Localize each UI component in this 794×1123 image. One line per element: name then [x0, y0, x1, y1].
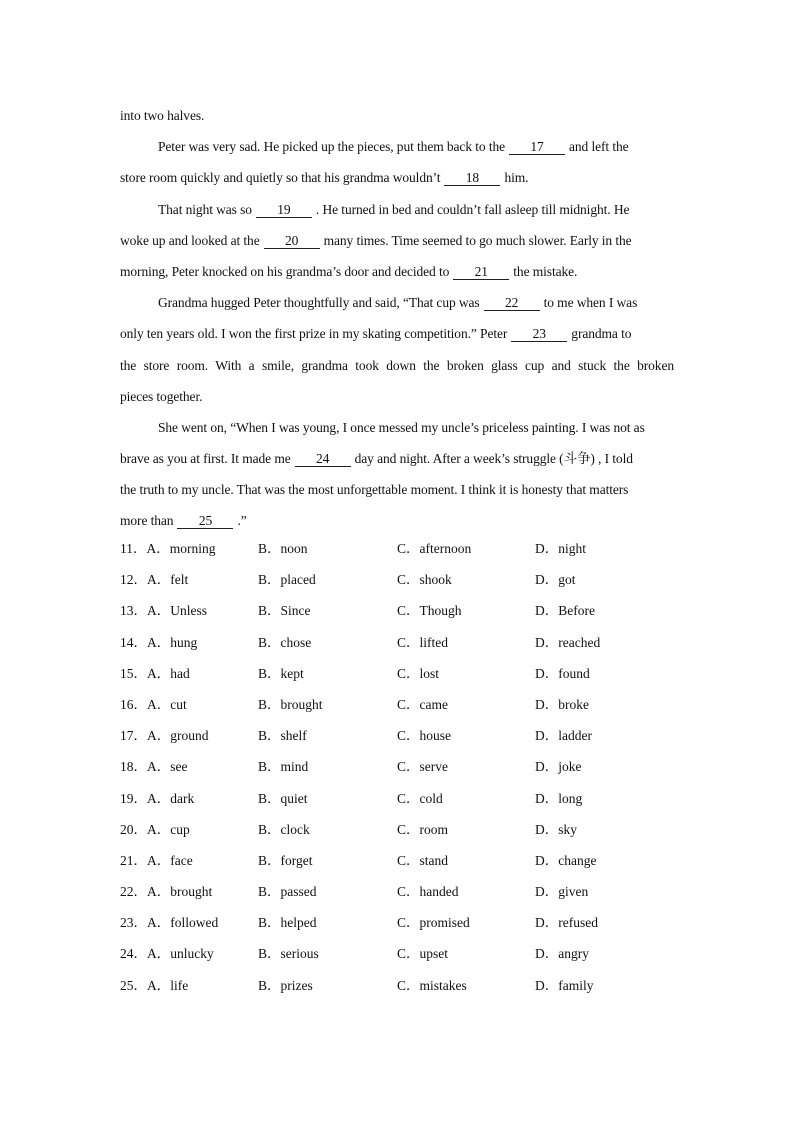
passage-text: pieces together. [120, 388, 203, 404]
passage-text: woke up and looked at the [120, 232, 260, 248]
blank-22: 22 [484, 296, 540, 311]
option-a-text[interactable]: A．ground [147, 728, 209, 744]
option-a[interactable] [120, 783, 194, 814]
passage-text: the truth to my uncle. That was the most unforgettable moment. I think it is honesty that matters [120, 482, 629, 498]
question-row [120, 876, 720, 907]
passage-line [120, 412, 674, 443]
passage-text: the mistake. [513, 263, 578, 279]
option-a[interactable] [120, 658, 190, 689]
option-d[interactable]: D．sky [535, 821, 578, 837]
option-d[interactable]: D．joke [535, 759, 582, 775]
option-b[interactable]: B．passed [258, 884, 317, 900]
option-a-text[interactable]: A．face [147, 852, 193, 868]
option-d[interactable]: D．ladder [535, 728, 592, 744]
question-number: 17． [120, 728, 147, 744]
option-a-text[interactable]: A．see [147, 759, 188, 775]
passage-text: That night was so [158, 201, 252, 217]
passage-text: . He turned in bed and couldn’t fall asleep till midnight. He [315, 201, 630, 217]
question-number: 20． [120, 821, 147, 837]
option-c[interactable]: C．house [397, 728, 451, 744]
option-b[interactable]: B．helped [258, 915, 317, 931]
blank-18: 18 [444, 171, 500, 186]
question-number: 23． [120, 915, 147, 931]
passage-line [120, 318, 674, 349]
question-number: 13． [120, 603, 147, 619]
option-b[interactable]: B．chose [258, 634, 312, 650]
passage-line [120, 350, 674, 381]
option-a-text[interactable]: A．morning [146, 541, 216, 556]
option-b[interactable]: B．serious [258, 946, 319, 962]
option-a-text[interactable]: A．followed [147, 915, 219, 931]
question-number: 19． [120, 790, 147, 806]
question-row [120, 658, 720, 689]
passage-text: only ten years old. I won the first prize in my skating competition.” Peter [120, 326, 508, 342]
passage-line [120, 443, 674, 474]
option-b[interactable]: B．brought [258, 696, 323, 712]
option-c[interactable]: C．promised [397, 915, 470, 931]
option-a[interactable] [120, 970, 188, 1001]
passage-line [120, 194, 674, 225]
option-c[interactable]: C．upset [397, 946, 449, 962]
option-a-text[interactable]: A．cup [147, 821, 190, 837]
option-a[interactable] [120, 533, 216, 564]
question-row [120, 845, 720, 876]
passage-line [120, 381, 674, 412]
option-d[interactable]: D．family [535, 977, 594, 993]
option-a[interactable] [120, 627, 197, 658]
question-row [120, 938, 720, 969]
option-b[interactable]: B．Since [258, 603, 311, 619]
option-c[interactable]: C．Though [397, 603, 462, 619]
options-list [120, 533, 720, 1001]
option-d[interactable]: D．found [535, 665, 590, 681]
question-number: 11． [120, 541, 147, 556]
passage-line [120, 287, 674, 318]
passage-text: him. [504, 170, 529, 186]
question-row [120, 970, 720, 1001]
passage-text: day and night. After a week’s struggle (斗争) , I told [354, 451, 633, 467]
question-number: 24． [120, 946, 147, 962]
option-c[interactable]: C．room [397, 821, 449, 837]
option-d[interactable]: D．refused [535, 915, 598, 931]
passage-line [120, 474, 674, 505]
passage-text: She went on, “When I was young, I once messed my uncle’s priceless painting. I was not as [158, 419, 645, 435]
option-a[interactable] [120, 907, 218, 938]
question-number: 15． [120, 665, 147, 681]
passage-line [120, 100, 674, 131]
option-b[interactable]: B．mind [258, 759, 309, 775]
option-d[interactable]: D．got [535, 572, 576, 588]
passage-line [120, 225, 674, 256]
passage-text: to me when I was [543, 295, 638, 311]
passage-line [120, 256, 674, 287]
question-number: 12． [120, 572, 147, 588]
option-a[interactable] [120, 595, 207, 626]
option-b[interactable]: B．placed [258, 572, 316, 588]
blank-19: 19 [256, 203, 312, 218]
passage-text: .” [237, 513, 247, 529]
passage-line [120, 131, 674, 162]
question-number: 16． [120, 696, 147, 712]
option-d[interactable]: D．long [535, 790, 583, 806]
question-row [120, 907, 720, 938]
option-a-text[interactable]: A．life [147, 977, 189, 993]
question-row [120, 689, 720, 720]
option-c[interactable]: C．came [397, 696, 448, 712]
option-c[interactable]: C．lost [397, 665, 440, 681]
option-d[interactable]: D．Before [535, 603, 595, 619]
option-b[interactable]: B．forget [258, 852, 313, 868]
passage-text: grandma to [571, 326, 632, 342]
option-b[interactable]: B．shelf [258, 728, 307, 744]
question-number: 22． [120, 884, 147, 900]
passage-text: more than [120, 513, 174, 529]
blank-24: 24 [295, 452, 351, 467]
passage-text: many times. Time seemed to go much slower. Early in the [323, 232, 632, 248]
passage-text: and left the [569, 139, 629, 155]
option-d[interactable]: D．change [535, 852, 597, 868]
option-a-text[interactable]: A．hung [147, 634, 198, 650]
option-a-text[interactable]: A．brought [147, 884, 213, 900]
option-c[interactable]: C．handed [397, 884, 459, 900]
option-a[interactable] [120, 876, 212, 907]
option-c[interactable]: C．cold [397, 790, 443, 806]
option-a[interactable] [120, 720, 209, 751]
option-a-text[interactable]: A．unlucky [147, 946, 214, 962]
question-row [120, 814, 720, 845]
option-c[interactable]: C．afternoon [397, 541, 472, 556]
option-a[interactable] [120, 689, 187, 720]
passage-text: into two halves. [120, 108, 205, 123]
option-c[interactable]: C．serve [397, 759, 448, 775]
question-number: 18． [120, 759, 147, 775]
option-a[interactable] [120, 564, 188, 595]
option-d[interactable]: D．given [535, 884, 589, 900]
option-a[interactable] [120, 751, 188, 782]
question-row [120, 564, 720, 595]
option-c[interactable]: C．lifted [397, 634, 448, 650]
option-a-text[interactable]: A．dark [147, 790, 195, 806]
passage-line [120, 162, 674, 193]
option-d[interactable]: D．reached [535, 634, 601, 650]
option-b[interactable]: B．kept [258, 665, 304, 681]
option-a-text[interactable]: A．had [147, 665, 190, 681]
question-row [120, 783, 720, 814]
passage-text: Peter was very sad. He picked up the pieces, put them back to the [158, 139, 506, 155]
option-d[interactable]: D．night [535, 541, 587, 556]
option-a[interactable] [120, 938, 214, 969]
question-row [120, 751, 720, 782]
option-a[interactable] [120, 814, 190, 845]
blank-17: 17 [509, 140, 565, 155]
question-number: 25． [120, 977, 147, 993]
option-c[interactable]: C．shook [397, 572, 452, 588]
option-b[interactable]: B．noon [258, 541, 308, 556]
passage-text: brave as you at first. It made me [120, 451, 291, 467]
passage [120, 100, 674, 537]
passage-text: morning, Peter knocked on his grandma’s door and decided to [120, 263, 450, 279]
blank-21: 21 [453, 265, 509, 280]
option-a[interactable] [120, 845, 193, 876]
question-number: 14． [120, 634, 147, 650]
blank-20: 20 [264, 234, 320, 249]
option-c[interactable]: C．mistakes [397, 977, 467, 993]
option-a-text[interactable]: A．cut [147, 696, 187, 712]
passage-text: store room quickly and quietly so that his grandma wouldn’t [120, 170, 441, 186]
option-b[interactable]: B．prizes [258, 977, 313, 993]
option-c[interactable]: C．stand [397, 852, 449, 868]
passage-text: the store room. With a smile, grandma took down the broken glass cup and stuck the broken [120, 357, 674, 373]
option-b[interactable]: B．clock [258, 821, 310, 837]
option-a-text[interactable]: A．Unless [147, 603, 207, 619]
option-b[interactable]: B．quiet [258, 790, 308, 806]
question-number: 21． [120, 852, 147, 868]
option-a-text[interactable]: A．felt [147, 572, 189, 588]
passage-text: Grandma hugged Peter thoughtfully and said, “That cup was [158, 295, 480, 311]
option-d[interactable]: D．broke [535, 696, 589, 712]
question-row [120, 595, 720, 626]
blank-25: 25 [177, 514, 233, 529]
option-d[interactable]: D．angry [535, 946, 589, 962]
question-row [120, 533, 720, 564]
question-row [120, 720, 720, 751]
passage-line [120, 505, 674, 536]
blank-23: 23 [511, 327, 567, 342]
question-row [120, 627, 720, 658]
